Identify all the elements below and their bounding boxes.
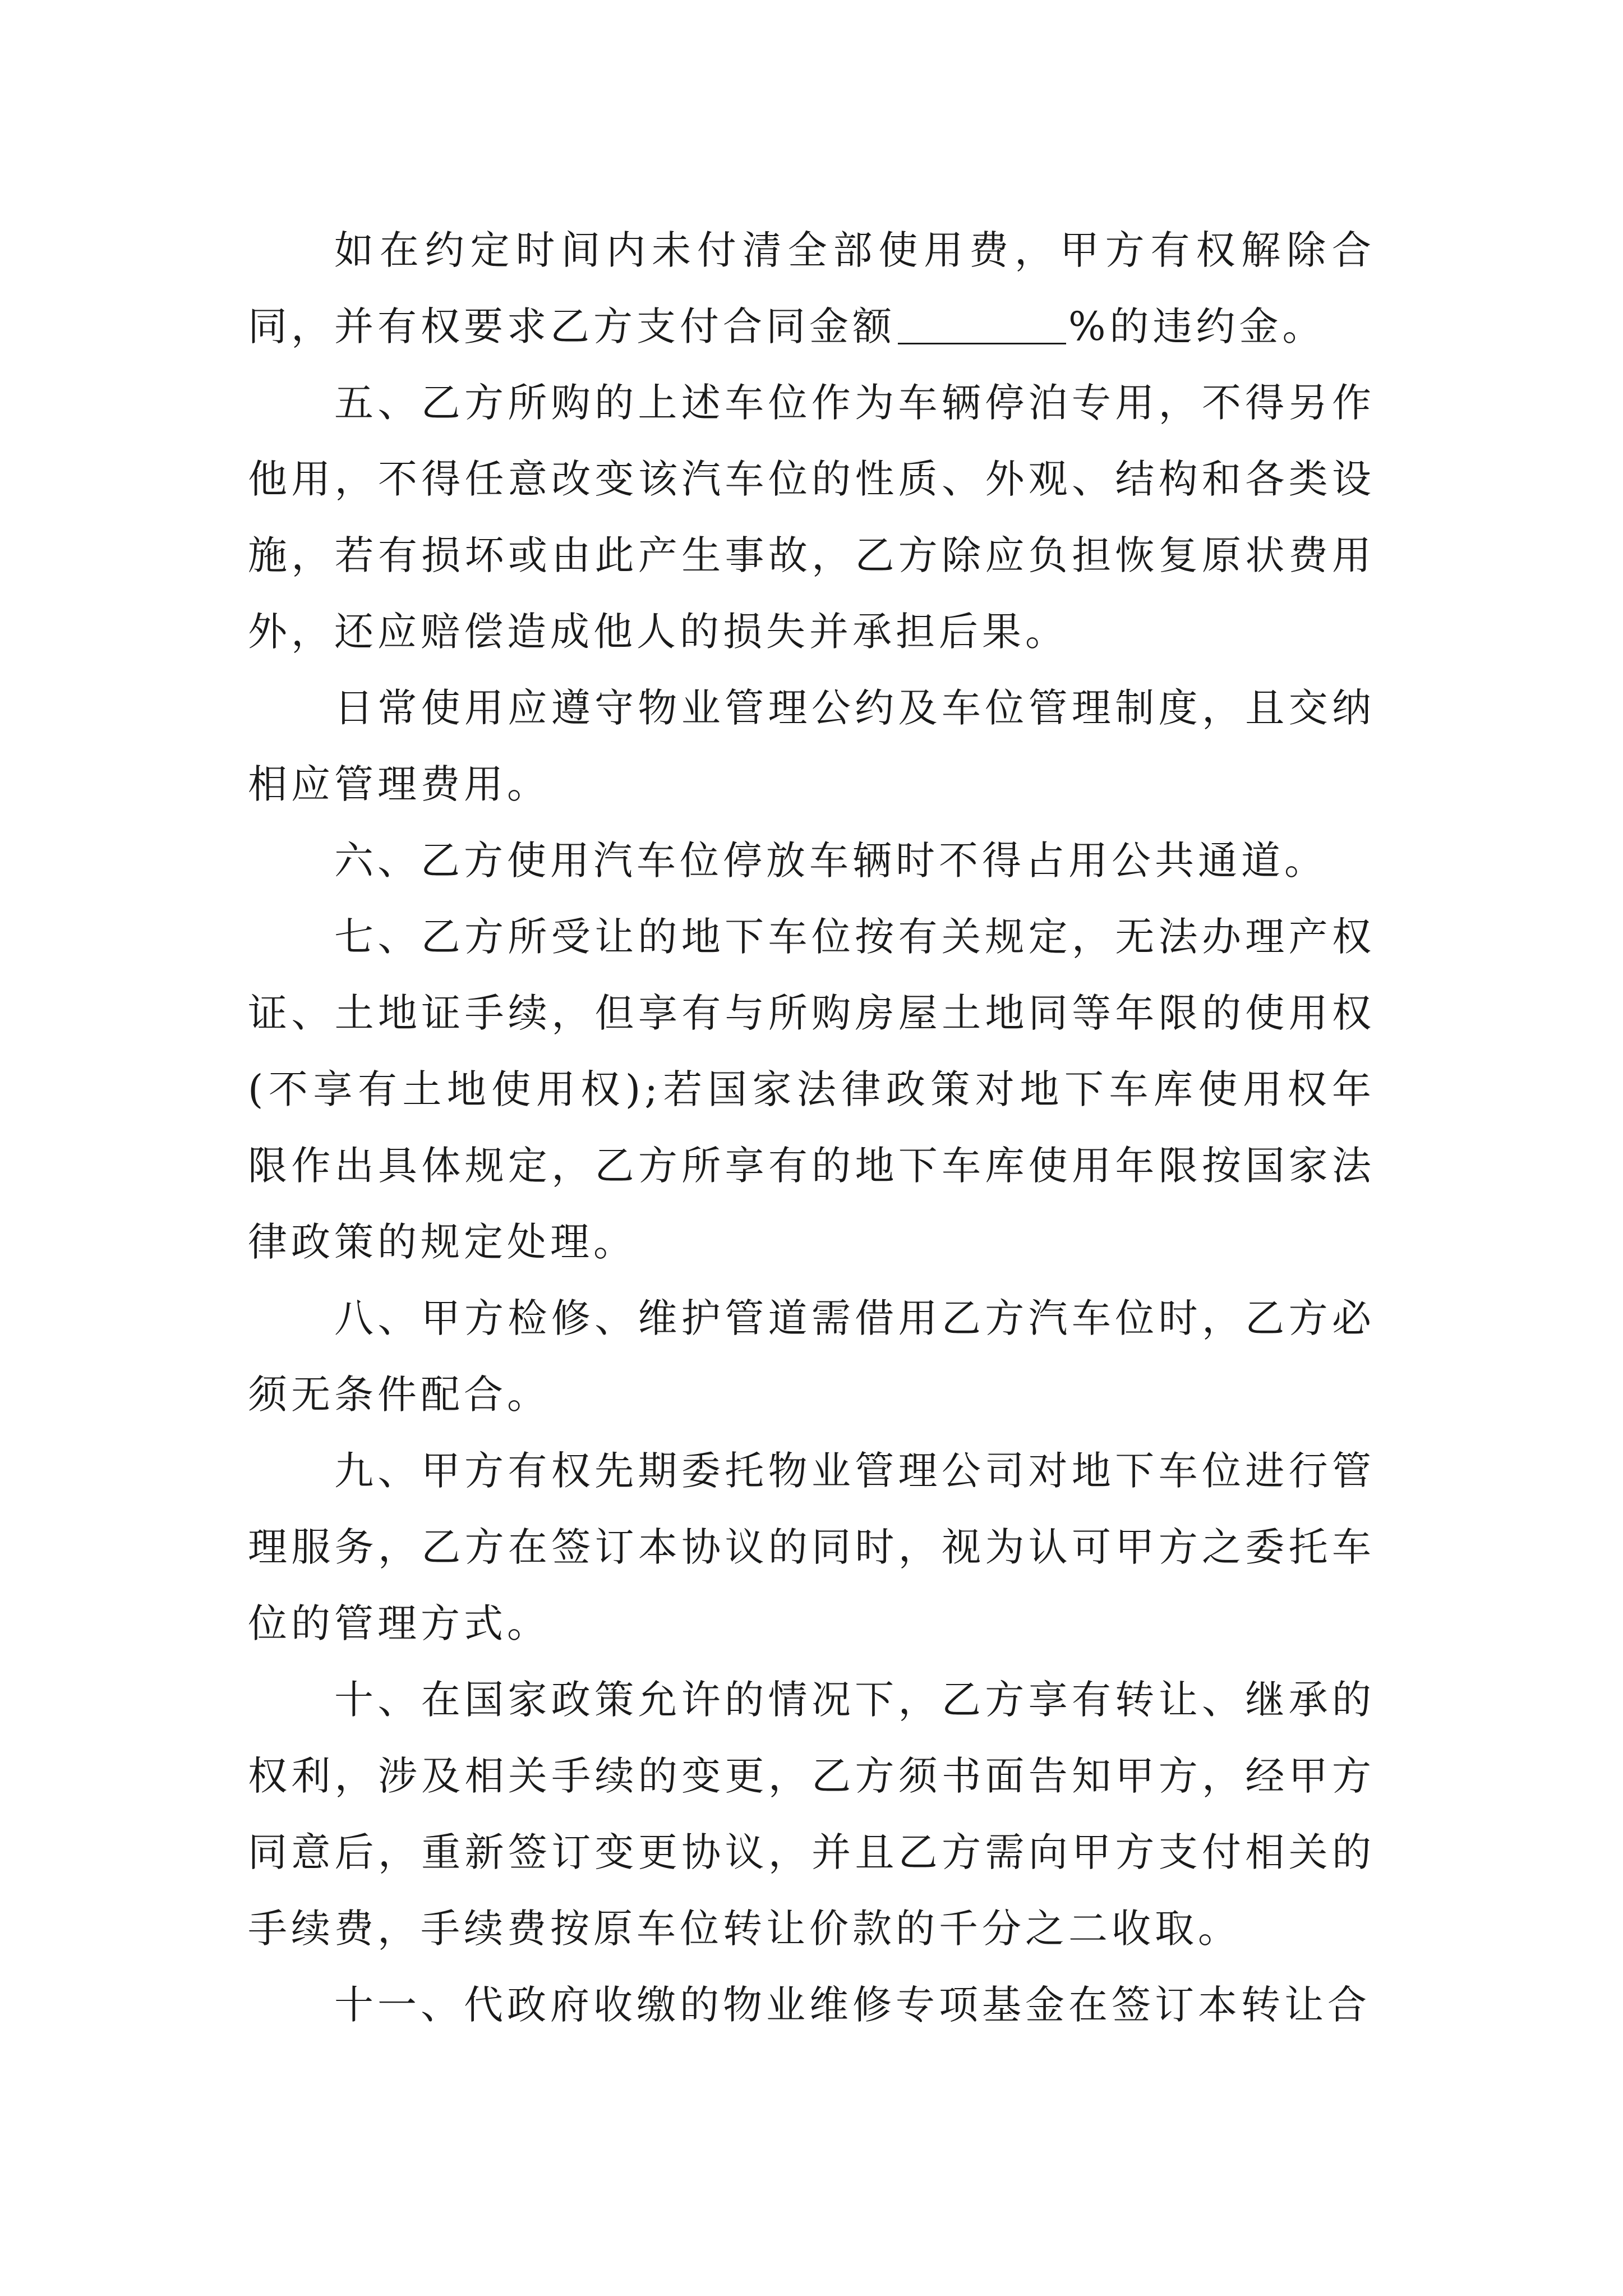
paragraph-clause-10: 十、在国家政策允许的情况下，乙方享有转让、继承的权利，涉及相关手续的变更，乙方须书面告知甲方，经甲方同意后，重新签订变更协议，并且乙方需向甲方支付相关的手续费，手续费按原车位转让价款的千分之二收取。 <box>248 1677 1375 1952</box>
paragraph-clause-5: 五、乙方所购的上述车位作为车辆停泊专用，不得另作他用，不得任意改变该汽车位的性质、外观、结构和各类设施，若有损坏或由此产生事故，乙方除应负担恢复原状费用外，还应赔偿造成他人的损失并承担后果。 <box>248 380 1375 655</box>
paragraph-clause-11: 十一、代政府收缴的物业维修专项基金在签订本转让合 <box>334 1982 1371 2028</box>
penalty-text-before-blank: 如在约定时间内未付清全部使用费，甲方有权解除合同，并有权要求乙方支付合同金额 <box>248 227 1375 349</box>
paragraph-clause-6: 六、乙方使用汽车位停放车辆时不得占用公共通道。 <box>334 838 1327 884</box>
document-body <box>248 212 1375 2043</box>
paragraph-clause-9: 九、甲方有权先期委托物业管理公司对地下车位进行管理服务，乙方在签订本协议的同时，视为认可甲方之委托车位的管理方式。 <box>248 1448 1375 1646</box>
penalty-text-after-blank: %的违约金。 <box>1068 303 1326 349</box>
penalty-percentage-blank <box>898 303 1066 344</box>
paragraph-clause-7: 七、乙方所受让的地下车位按有关规定，无法办理产权证、土地证手续，但享有与所购房屋土地同等年限的使用权(不享有土地使用权);若国家法律政策对地下车库使用权年限作出具体规定，乙方所享有的地下车库使用年限按国家法律政策的规定处理。 <box>248 914 1375 1265</box>
paragraph-penalty-clause <box>248 212 1375 365</box>
paragraph-clause-8: 八、甲方检修、维护管道需借用乙方汽车位时，乙方必须无条件配合。 <box>248 1295 1375 1418</box>
paragraph-clause-5-supplement: 日常使用应遵守物业管理公约及车位管理制度，且交纳相应管理费用。 <box>248 685 1375 807</box>
